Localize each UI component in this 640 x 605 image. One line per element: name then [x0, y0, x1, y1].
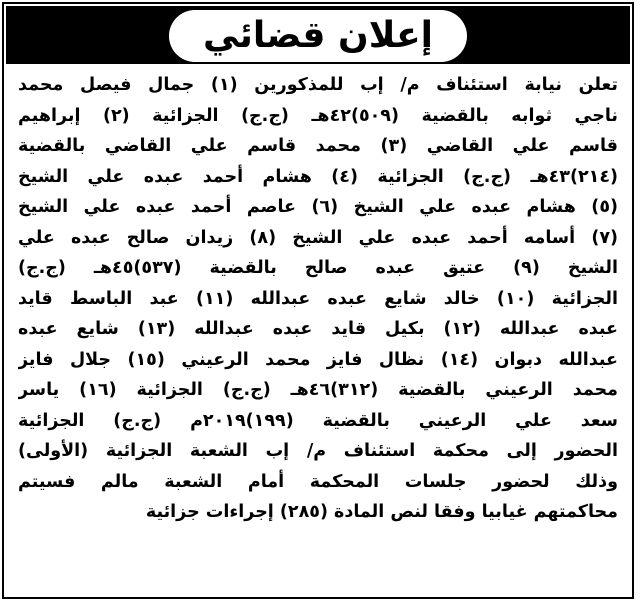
- notice-line: الشيخ (٩) عتيق عبده صالح بالقضية (٥٣٧)٤٥هـ (ج.ج): [18, 258, 618, 278]
- notice-line: ناجي ثوابه بالقضية (٥٠٩)٤٢هـ (ج.ج) الجزائية (٢) إبراهيم: [18, 105, 618, 126]
- legal-notice-box: [2, 2, 634, 599]
- notice-line: الجزائية (١٠) خالد شايع عبده عبدالله (١١) عبد الباسط قايد: [18, 288, 618, 309]
- notice-title: إعلان قضائي: [202, 15, 434, 56]
- notice-line: عبده عبدالله (١٢) بكيل قايد عبده عبدالله (١٣) شايع عبده: [18, 319, 618, 339]
- notice-line: سعد علي الرعيني بالقضية (١٩٩)٢٠١٩م (ج.ج) الجزائية: [18, 410, 618, 431]
- notice-line: تعلن نيابة استئناف م/ إب للمذكورين (١) جمال فيصل محمد: [18, 75, 618, 95]
- notice-line: وذلك لحضور جلسات المحكمة أمام الشعبة مالم فسيتم: [18, 471, 618, 492]
- notice-line: محمد الرعيني بالقضية (٣١٢)٤٦هـ (ج.ج) الجزائية (١٦) ياسر: [18, 380, 618, 400]
- notice-line: (٧) أسامه أحمد عبده علي الشيخ (٨) زيدان صالح عبده علي: [18, 227, 618, 248]
- notice-line: قاسم علي القاضي (٣) محمد قاسم علي القاضي بالقضية: [18, 136, 618, 156]
- notice-title-pill: [169, 10, 467, 62]
- notice-header-band: [6, 6, 630, 64]
- notice-body: [18, 70, 618, 528]
- notice-line: (٢١٤)٤٣هـ (ج.ج) الجزائية (٤) هشام أحمد عبده علي الشيخ: [18, 166, 618, 187]
- notice-line: محاكمتهم غيابيا وفقا لنص المادة (٢٨٥) إجراءات جزائية: [145, 502, 618, 522]
- notice-line: الحضور إلى محكمة استئناف م/ إب الشعبة الجزائية (الأولى): [18, 441, 618, 461]
- notice-line: (٥) هشام عبده علي الشيخ (٦) عاصم أحمد عبده علي الشيخ: [18, 197, 618, 217]
- notice-line: عبدالله دبوان (١٤) نظال فايز محمد الرعيني (١٥) جلال فايز: [18, 349, 618, 370]
